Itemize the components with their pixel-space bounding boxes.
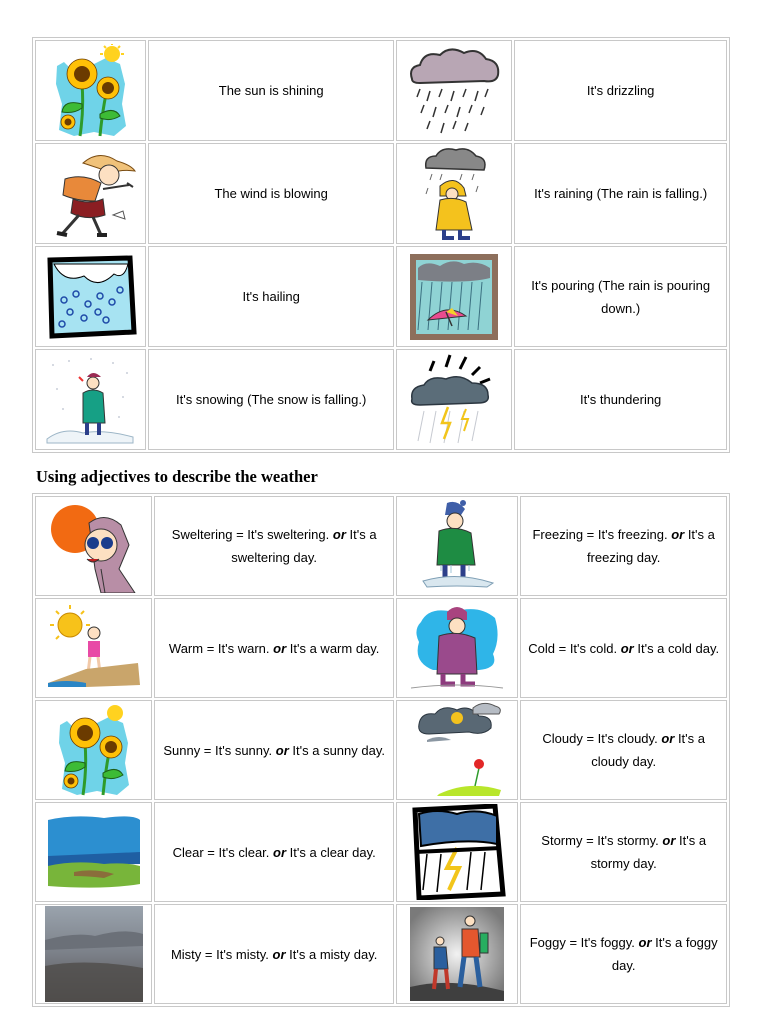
description-alt: It's a misty day. [289, 946, 378, 962]
adjective-description [520, 496, 727, 596]
section-heading: Using adjectives to describe the weather [36, 467, 318, 486]
table-row [35, 496, 727, 596]
description-alt: It's a stormy day. [590, 833, 707, 871]
or-word: or [620, 640, 634, 656]
description-alt: It's a cloudy day. [591, 731, 705, 769]
weather-description: It's hailing [148, 246, 394, 347]
description-main: Warm = It's warn. [168, 640, 270, 656]
description-main: Clear = It's clear. [172, 844, 270, 860]
description-alt: It's a sunny day. [292, 742, 385, 758]
thunder-cloud-icon [396, 349, 512, 450]
description-alt: It's a freezing day. [586, 527, 715, 565]
weather-description: It's pouring (The rain is pouring down.) [514, 246, 727, 347]
adjective-description [520, 802, 727, 902]
table-row [35, 246, 727, 347]
drizzle-cloud-icon [396, 40, 512, 141]
description-alt: It's a clear day. [289, 844, 376, 860]
description-main: Sunny = It's sunny. [163, 742, 273, 758]
weather-adjectives-table [32, 493, 730, 1007]
or-word: or [671, 527, 685, 542]
description-main: Stormy = It's stormy. [541, 833, 659, 848]
table-row [35, 349, 727, 450]
or-word: or [662, 833, 676, 848]
weather-description: The sun is shining [148, 40, 394, 141]
adjective-description [154, 904, 394, 1004]
weather-description: It's thundering [514, 349, 727, 450]
foggy-hikers-icon [396, 904, 518, 1004]
table-row [35, 40, 727, 141]
hot-woman-sun-icon [35, 496, 152, 596]
description-main: Freezing = It's freezing. [532, 527, 668, 542]
raincoat-person-icon [396, 143, 512, 244]
description-main: Foggy = It's foggy. [529, 935, 635, 950]
or-word: or [638, 935, 652, 950]
or-word: or [273, 640, 287, 656]
or-word: or [272, 946, 286, 962]
pouring-rain-umbrella-icon [396, 246, 512, 347]
weather-description: It's raining (The rain is falling.) [514, 143, 727, 244]
frozen-person-icon [396, 496, 518, 596]
table-row [35, 904, 727, 1004]
or-word: or [275, 742, 289, 758]
weather-description: It's snowing (The snow is falling.) [148, 349, 394, 450]
stormy-window-icon [396, 802, 518, 902]
adjective-description [154, 496, 394, 596]
or-word: or [273, 844, 287, 860]
table-row [35, 598, 727, 698]
windy-woman-icon [35, 143, 146, 244]
sunflower-icon [35, 40, 146, 141]
table-row [35, 143, 727, 244]
adjective-description [154, 598, 394, 698]
cloudy-sky-flower-icon [396, 700, 518, 800]
warm-sun-child-icon [35, 598, 152, 698]
hail-window-icon [35, 246, 146, 347]
description-alt: It's a sweltering day. [231, 527, 377, 565]
cold-person-icon [396, 598, 518, 698]
adjective-description [520, 700, 727, 800]
or-word: or [332, 527, 346, 542]
clear-landscape-icon [35, 802, 152, 902]
description-main: Sweltering = It's sweltering. [171, 527, 330, 542]
weather-verbs-table [32, 37, 730, 453]
or-word: or [661, 731, 675, 746]
adjective-description [520, 598, 727, 698]
description-main: Cold = It's cold. [528, 640, 618, 656]
adjective-description [154, 700, 394, 800]
description-alt: It's a cold day. [637, 640, 720, 656]
snowing-person-icon [35, 349, 146, 450]
sunflower-icon [35, 700, 152, 800]
weather-description: The wind is blowing [148, 143, 394, 244]
description-alt: It's a warm day. [289, 640, 380, 656]
misty-landscape-icon [35, 904, 152, 1004]
description-main: Cloudy = It's cloudy. [542, 731, 658, 746]
adjective-description [520, 904, 727, 1004]
weather-description: It's drizzling [514, 40, 727, 141]
description-main: Misty = It's misty. [170, 946, 269, 962]
description-alt: It's a foggy day. [611, 935, 718, 973]
adjective-description [154, 802, 394, 902]
table-row [35, 700, 727, 800]
table-row [35, 802, 727, 902]
